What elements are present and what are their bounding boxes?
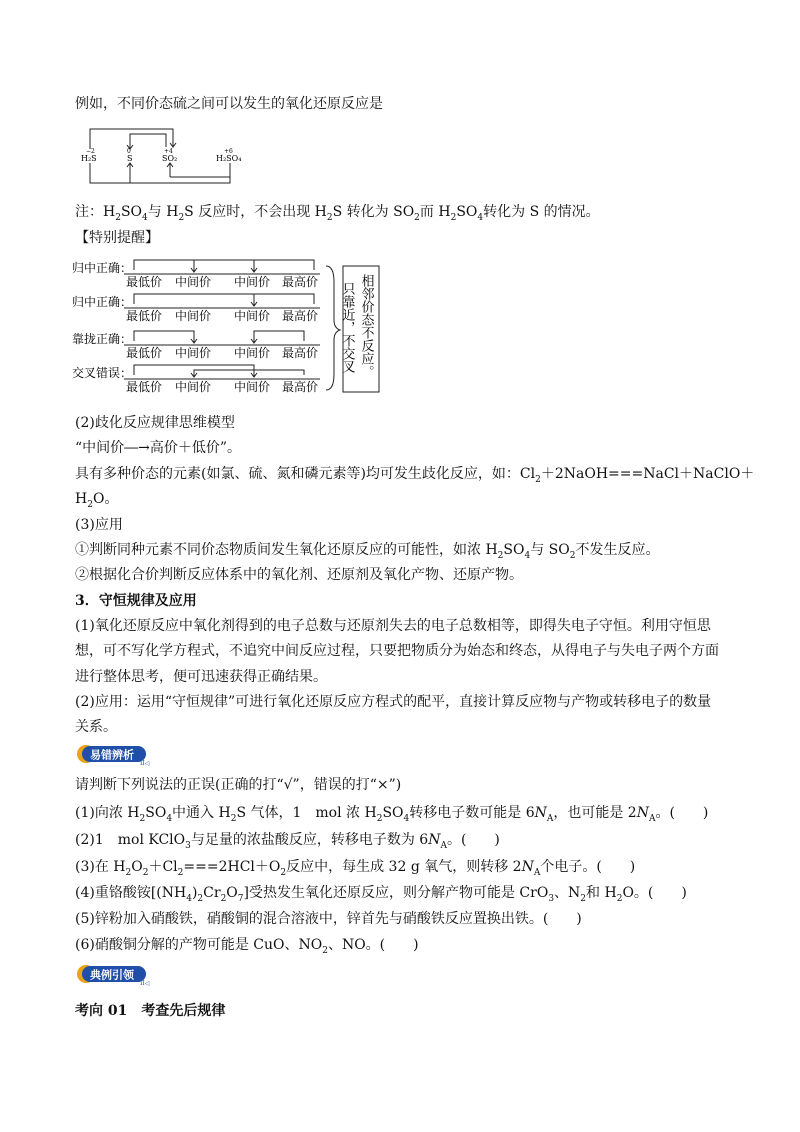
row1-label: 归中正确： (72, 261, 133, 275)
ox-so2: +4 (164, 148, 173, 155)
s2-model: “中间价―→高价＋低价”。 (75, 440, 242, 456)
valence-rule-diagram (72, 252, 384, 404)
tip-heading: 【特别提醒】 (75, 230, 159, 246)
question-3: (3)在 $H_2O_2+Cl_2===2HCl+O_2$反应中，每生成 32 g 氧气，则转移 $2N_A$个电子。( ) (75, 859, 636, 878)
row4-label: 交叉错误： (72, 366, 133, 380)
c1-line2: 想，可不写化学方程式，不追究中间反应过程，只要把物质分为始态和终态，从得电子与失电子两个方面 (75, 643, 719, 659)
svg-text:最高价: 最高价 (282, 275, 319, 289)
c1-line3: 进行整体思考，便可迅速获得正确结果。 (75, 669, 327, 685)
ox-h2so4: +6 (224, 148, 233, 155)
svg-text:II◁: II◁ (140, 760, 150, 766)
badge-error-analysis (76, 742, 154, 766)
s2-line1: 具有多种价态的元素(如氯、硫、氮和磷元素等)均可发生歧化反应，如：$Cl_2+2NaOH===NaCl+NaClO+$ (75, 466, 755, 485)
badge-typical-examples (76, 962, 154, 986)
bracket-note-col1: 只靠近，不交叉 (339, 282, 355, 373)
ox-h2s: −2 (86, 148, 95, 155)
ox-s: 0 (127, 148, 131, 155)
label-h2s: H₂S (81, 154, 97, 163)
svg-text:中间价: 中间价 (175, 275, 212, 289)
row2-label: 归中正确： (72, 295, 133, 309)
sulfur-valence-diagram (78, 125, 248, 187)
judge-intro: 请判断下列说法的正误(正确的打“√”，错误的打“×”) (75, 777, 402, 793)
svg-text:II◁: II◁ (140, 980, 150, 986)
svg-text:最低价: 最低价 (126, 346, 163, 360)
c1-line1: (1)氧化还原反应中氧化剂得到的电子总数与还原剂失去的电子总数相等，即得失电子守恒。利用守恒思 (75, 618, 711, 634)
question-2: (2)1 mol KClO$_3$与足量的浓盐酸反应，转移电子数为 $6N_A$。( ) (75, 832, 500, 851)
h3-heading: 3．守恒规律及应用 (75, 593, 197, 609)
question-6: (6)硝酸铜分解的产物可能是 CuO、$NO_2$、NO。( ) (75, 937, 419, 956)
question-1: (1)向浓 $H_2SO_4$中通入 $H_2S$ 气体，1 mol 浓 $H_2SO_4$转移电子数可能是 $6N_A$，也可能是 $2N_A$。( ) (75, 805, 709, 824)
svg-text:最低价: 最低价 (126, 380, 163, 394)
svg-text:典例引领: 典例引领 (90, 968, 134, 982)
svg-text:中间价: 中间价 (175, 380, 212, 394)
s3-title: (3)应用 (75, 517, 123, 533)
svg-text:中间价: 中间价 (234, 275, 271, 289)
question-4: (4)重铬酸铵$[(NH_4)_2Cr_2O_7]$受热发生氧化还原反应，则分解产物可能是 CrO$_3$、$N_2$和 $H_2O$。( ) (75, 885, 687, 904)
svg-text:最低价: 最低价 (126, 309, 163, 323)
svg-text:中间价: 中间价 (175, 309, 212, 323)
label-so2: SO₂ (162, 154, 178, 163)
s3-item1: ①判断同种元素不同价态物质间发生氧化还原反应的可能性，如浓 $H_2SO_4$与 $SO_2$不发生反应。 (75, 542, 660, 561)
svg-text:中间价: 中间价 (234, 380, 271, 394)
label-s: S (127, 154, 133, 163)
c2-line1: (2)应用：运用“守恒规律”可进行氧化还原反应方程式的配平，直接计算反应物与产物或转移电子的数量 (75, 694, 712, 710)
c2-line2: 关系。 (75, 719, 117, 735)
intro-text: 例如，不同价态硫之间可以发生的氧化还原反应是 (75, 96, 383, 112)
bracket-note-col2: 相邻价态不反应。 (358, 274, 374, 378)
svg-text:易错辨析: 易错辨析 (90, 748, 134, 762)
svg-text:中间价: 中间价 (234, 346, 271, 360)
kaoxiang-heading: 考向 01 考查先后规律 (75, 1003, 226, 1019)
svg-text:中间价: 中间价 (175, 346, 212, 360)
svg-text:最高价: 最高价 (282, 309, 319, 323)
question-5: (5)锌粉加入硝酸铁，硝酸铜的混合溶液中，锌首先与硝酸铁反应置换出铁。( ) (75, 911, 582, 927)
row3-label: 靠拢正确： (72, 332, 133, 346)
svg-text:中间价: 中间价 (234, 309, 271, 323)
svg-text:最高价: 最高价 (282, 346, 319, 360)
s2-line2: $H_2O$。 (75, 491, 119, 510)
svg-text:最高价: 最高价 (282, 380, 319, 394)
note-text: 注：$H_2SO_4$与 $H_2S$ 反应时，不会出现 $H_2S$ 转化为 $SO_2$而 $H_2SO_4$转化为 S 的情况。 (75, 204, 600, 223)
s3-item2: ②根据化合价判断反应体系中的氧化剂、还原剂及氧化产物、还原产物。 (75, 567, 523, 583)
s2-title: (2)歧化反应规律思维模型 (75, 415, 235, 431)
label-h2so4: H₂SO₄ (216, 154, 242, 163)
svg-text:最低价: 最低价 (126, 275, 163, 289)
